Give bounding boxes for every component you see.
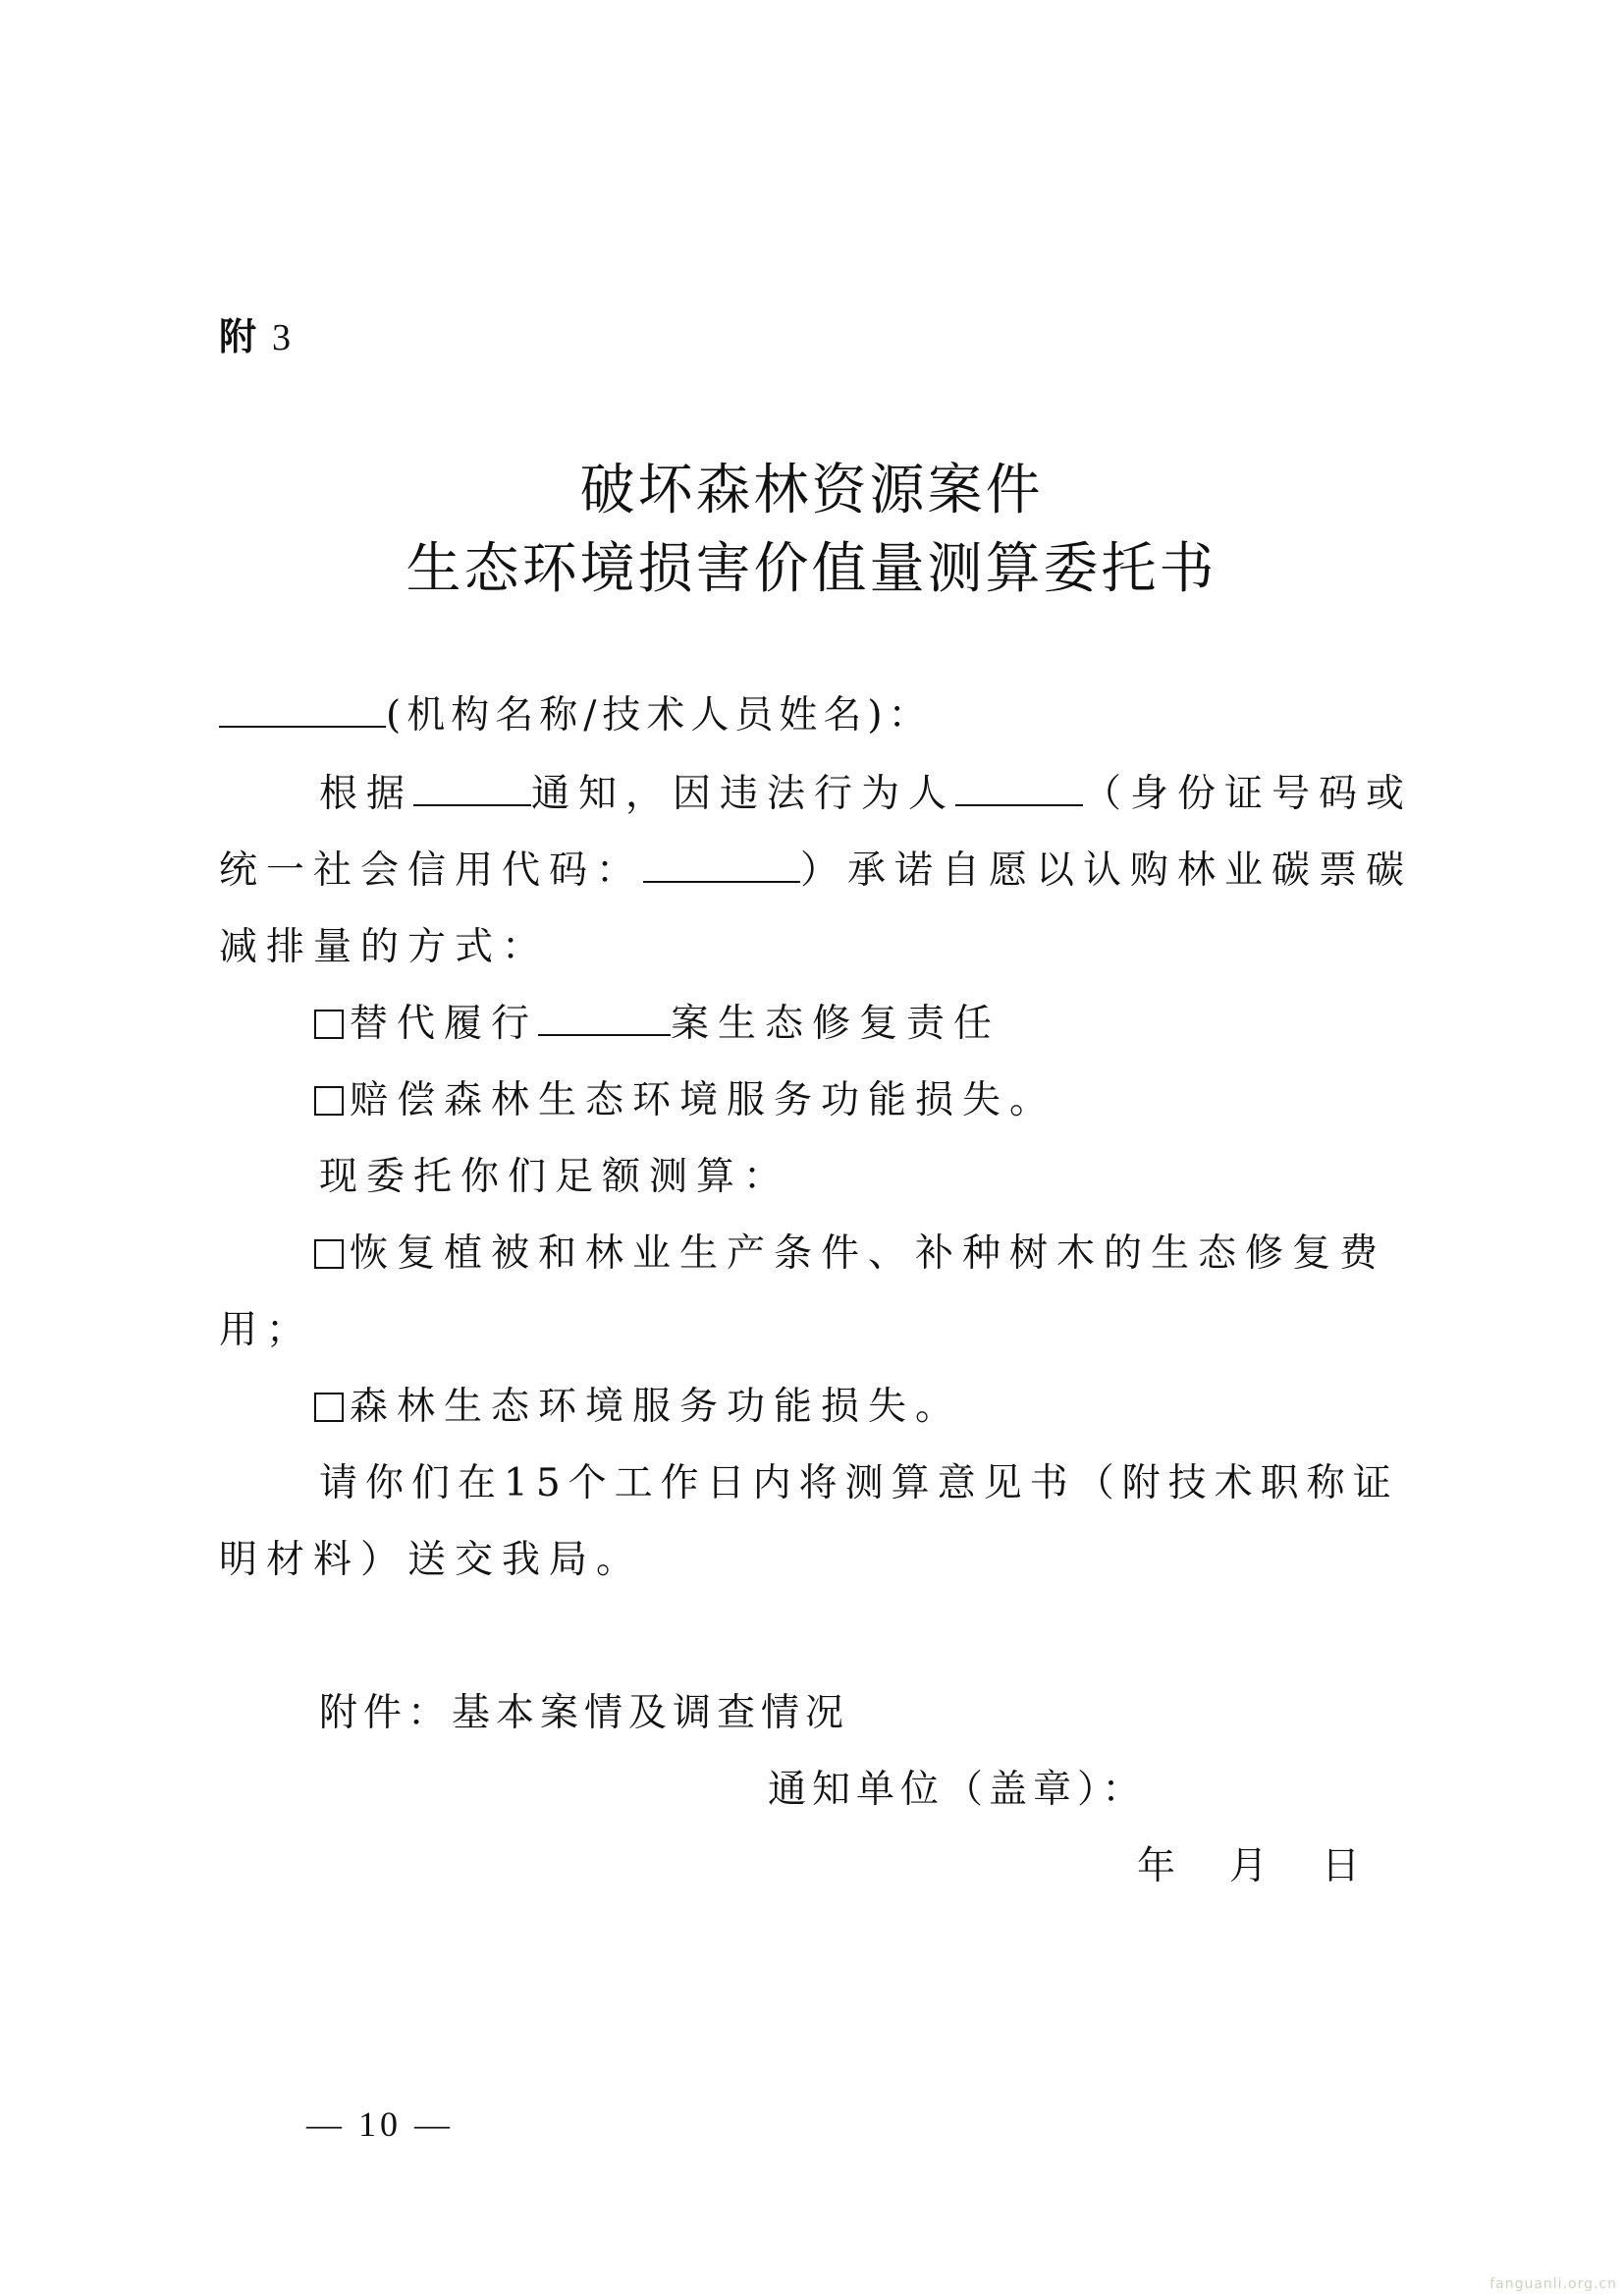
addressee-line bbox=[219, 684, 933, 739]
attachment-label bbox=[219, 306, 293, 360]
option-1 bbox=[314, 993, 1001, 1048]
credit-code-blank bbox=[643, 880, 800, 883]
annex-line: 附件：基本案情及调查情况 bbox=[319, 1691, 850, 1735]
option-2-text: 赔偿森林生态环境服务功能损失。 bbox=[350, 1078, 1057, 1122]
p1-id: （身份证号码或 bbox=[1083, 772, 1414, 816]
item-1-continued: 用； bbox=[219, 1308, 314, 1352]
option-1-checkbox[interactable] bbox=[314, 1010, 344, 1039]
option-1-text-a: 替代履行 bbox=[350, 1002, 539, 1046]
paragraph-1-line-2 bbox=[219, 840, 1413, 895]
paragraph-1-line-3: 减排量的方式： bbox=[219, 925, 550, 969]
watermark: fanguanli.org.cn bbox=[1489, 2276, 1617, 2292]
item-2-text: 森林生态环境服务功能损失。 bbox=[350, 1385, 963, 1429]
p1-commit: ）承诺自愿以认购林业碳票碳 bbox=[800, 848, 1414, 893]
option-2 bbox=[314, 1069, 1056, 1124]
item-1-checkbox[interactable] bbox=[314, 1239, 344, 1269]
item-2-checkbox[interactable] bbox=[314, 1393, 344, 1422]
request-line-1: 请你们在15个工作日内将测算意见书（附技术职称证 bbox=[319, 1461, 1399, 1505]
request-line-2: 明材料）送交我局。 bbox=[219, 1538, 644, 1582]
notice-blank bbox=[413, 803, 531, 806]
p1-according: 根据 bbox=[319, 772, 414, 816]
p1-violator: 通知，因违法行为人 bbox=[531, 772, 956, 816]
date-line: 年 月 日 bbox=[1137, 1844, 1369, 1888]
attachment-number: 3 bbox=[272, 317, 294, 358]
attachment-word: 附 bbox=[219, 314, 259, 358]
issuer-line: 通知单位（盖章）： bbox=[768, 1768, 1147, 1812]
violator-blank bbox=[955, 803, 1083, 806]
case-blank bbox=[538, 1033, 671, 1036]
addressee-suffix: (机构名称/技术人员姓名)： bbox=[386, 693, 933, 738]
item-2 bbox=[314, 1376, 962, 1431]
option-1-text-b: 案生态修复责任 bbox=[671, 1002, 1001, 1046]
title-line-1: 破坏森林资源案件 bbox=[579, 459, 1044, 522]
p1-credit-code: 统一社会信用代码： bbox=[219, 848, 644, 893]
item-1 bbox=[314, 1223, 1386, 1278]
commission-line: 现委托你们足额测算： bbox=[319, 1155, 791, 1199]
page-number: — 10 — bbox=[306, 2105, 454, 2144]
paragraph-1-line-1 bbox=[319, 763, 1413, 818]
title-line-2: 生态环境损害价值量测算委托书 bbox=[406, 537, 1217, 601]
option-2-checkbox[interactable] bbox=[314, 1086, 344, 1116]
addressee-blank bbox=[219, 725, 386, 728]
item-1-text: 恢复植被和林业生产条件、补种树木的生态修复费 bbox=[350, 1231, 1387, 1276]
